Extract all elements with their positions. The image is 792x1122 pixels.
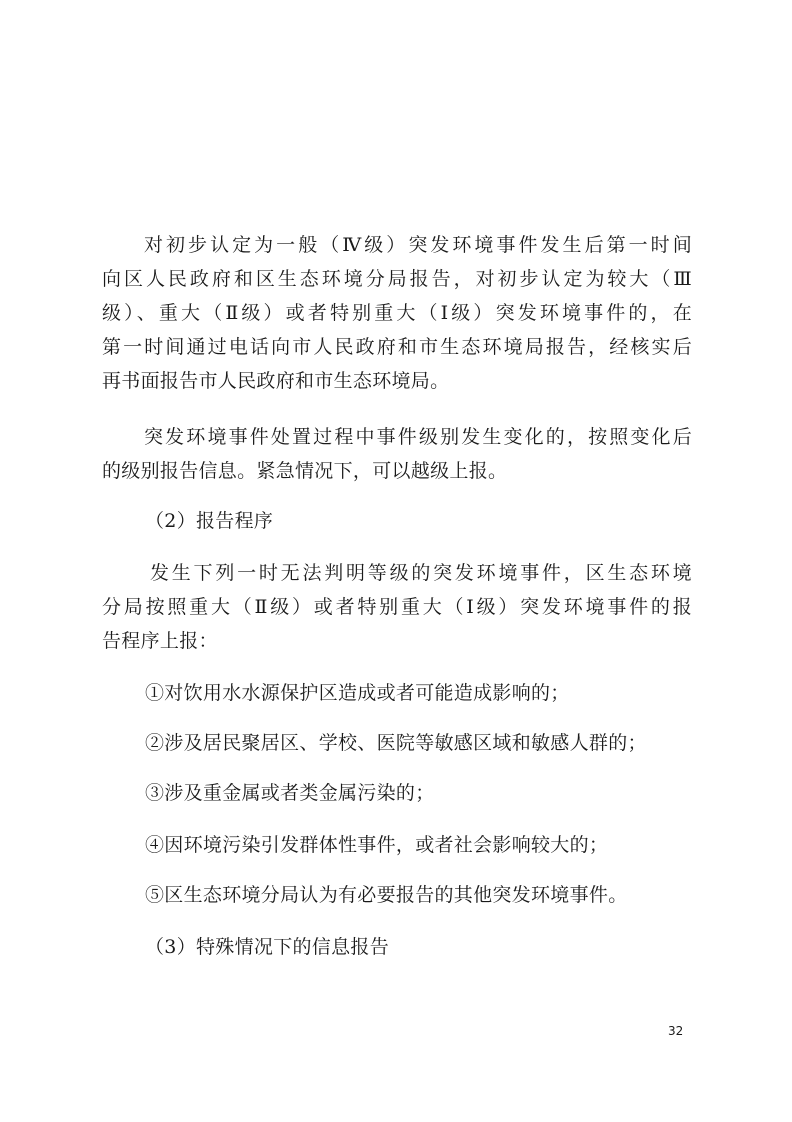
paragraph-line: 告程序上报： [102, 630, 218, 652]
page-number: 32 [668, 1024, 684, 1038]
paragraph-line: 对初步认定为一般（Ⅳ级）突发环境事件发生后第一时间 [144, 234, 692, 256]
paragraph-line: 的级别报告信息。紧急情况下，可以越级上报。 [102, 460, 508, 482]
list-item: ②涉及居民聚居区、学校、医院等敏感区域和敏感人群的； [145, 732, 647, 754]
paragraph-report-levels [102, 228, 692, 398]
paragraph-line: 突发环境事件处置过程中事件级别发生变化的，按照变化后 [144, 426, 692, 448]
paragraph-line: 第一时间通过电话向市人民政府和市生态环境局报告，经核实后 [102, 336, 692, 358]
paragraph-line: 再书面报告市人民政府和市生态环境局。 [102, 370, 450, 392]
paragraph-line: 向区人民政府和区生态环境分局报告，对初步认定为较大（Ⅲ [102, 268, 692, 290]
paragraph-line: 级）、重大（Ⅱ级）或者特别重大（Ⅰ级）突发环境事件的，在 [102, 302, 692, 324]
section-heading-special-cases: （3）特殊情况下的信息报告 [145, 936, 389, 958]
section-heading-report-procedure: （2）报告程序 [145, 510, 274, 532]
paragraph-level-change [102, 420, 692, 488]
list-item: ④因环境污染引发群体性事件，或者社会影响较大的； [145, 834, 609, 856]
paragraph-line: 分局按照重大（Ⅱ级）或者特别重大（Ⅰ级）突发环境事件的报 [102, 596, 692, 618]
paragraph-line: 发生下列一时无法判明等级的突发环境事件，区生态环境 [150, 562, 692, 584]
list-item: ①对饮用水水源保护区造成或者可能造成影响的； [145, 682, 570, 704]
list-item: ⑤区生态环境分局认为有必要报告的其他突发环境事件。 [145, 884, 628, 906]
paragraph-procedure [102, 556, 692, 658]
list-item: ③涉及重金属或者类金属污染的； [145, 782, 435, 804]
